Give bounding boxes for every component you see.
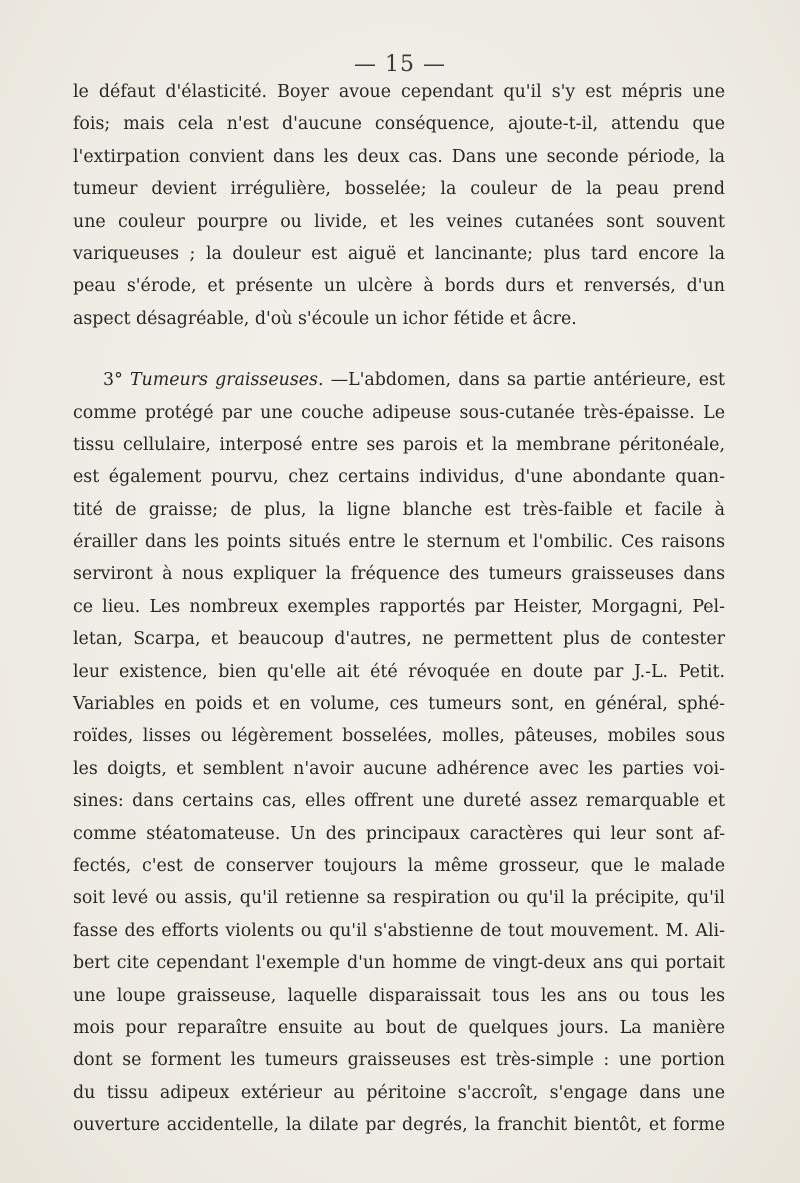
text-line: soit levé ou assis, qu'il retienne sa respiration ou qu'il la précipite, qu'il [73, 888, 725, 909]
section-heading: Tumeurs graisseuses. [129, 370, 324, 391]
text-line: peau s'érode, et présente un ulcère à bords durs et renversés, d'un [73, 276, 725, 297]
text-line: letan, Scarpa, et beaucoup d'autres, ne permettent plus de contester [73, 629, 725, 650]
text-line: tité de graisse; de plus, la ligne blanche est très-faible et facile à [73, 499, 725, 520]
paragraph-1 [73, 76, 725, 335]
text-line: le défaut d'élasticité. Boyer avoue cependant qu'il s'y est mépris une [73, 82, 725, 102]
text-line: comme stéatomateuse. Un des principaux caractères qui leur sont af- [73, 823, 725, 844]
text-line: dont se forment les tumeurs graisseuses est très-simple : une portion [73, 1050, 725, 1071]
text-line: les doigts, et semblent n'avoir aucune adhérence avec les parties voi- [73, 758, 725, 779]
text-line: est également pourvu, chez certains individus, d'une abondante quan- [73, 467, 725, 488]
text-line: bert cite cependant l'exemple d'un homme de vingt-deux ans qui portait [73, 953, 725, 974]
text-line: serviront à nous expliquer la fréquence des tumeurs graisseuses dans [73, 564, 725, 585]
text-line: Variables en poids et en volume, ces tumeurs sont, en général, sphé- [73, 694, 725, 715]
text-line: variqueuses ; la douleur est aiguë et lancinante; plus tard encore la [73, 243, 725, 264]
text-line: tumeur devient irrégulière, bosselée; la couleur de la peau prend [73, 179, 725, 200]
paragraph-2 [73, 364, 725, 1141]
body-text [73, 76, 725, 1142]
text-line: du tissu adipeux extérieur au péritoine s'accroît, s'engage dans une [73, 1082, 725, 1103]
text-line: l'extirpation convient dans les deux cas. Dans une seconde période, la [73, 146, 725, 167]
text-line: ce lieu. Les nombreux exemples rapportés par Heister, Morgagni, Pel- [73, 596, 725, 617]
text-line: fasse des efforts violents ou qu'il s'abstienne de tout mouvement. M. Ali- [73, 920, 725, 941]
text-line: ouverture accidentelle, la dilate par degrés, la franchit bientôt, et forme [73, 1115, 725, 1136]
text-line: sines: dans certains cas, elles offrent une dureté assez remarquable et [73, 791, 725, 812]
text-line: fectés, c'est de conserver toujours la même grosseur, que le malade [73, 855, 725, 876]
text-line: roïdes, lisses ou légèrement bosselées, molles, pâteuses, mobiles sous [73, 726, 725, 747]
text-line: leur existence, bien qu'elle ait été révoquée en doute par J.-L. Petit. [73, 661, 725, 682]
section-number: 3° [103, 370, 123, 391]
text-line: fois; mais cela n'est d'aucune conséquence, ajoute-t-il, attendu que [73, 114, 725, 135]
text-line: une couleur pourpre ou livide, et les veines cutanées sont souvent [73, 211, 725, 232]
text-line: aspect désagréable, d'où s'écoule un ichor fétide et âcre. [73, 308, 577, 329]
paragraph-gap [73, 335, 725, 364]
text-fragment: —L'abdomen, dans sa partie antérieure, est [330, 370, 725, 391]
text-line: une loupe graisseuse, laquelle disparaissait tous les ans ou tous les [73, 985, 725, 1006]
text-line: érailler dans les points situés entre le sternum et l'ombilic. Ces raisons [73, 532, 725, 553]
text-line: mois pour reparaître ensuite au bout de quelques jours. La manière [73, 1017, 725, 1038]
text-line: tissu cellulaire, interposé entre ses parois et la membrane péritonéale, [73, 434, 725, 455]
text-line: comme protégé par une couche adipeuse sous-cutanée très-épaisse. Le [73, 402, 725, 423]
page-number: — 15 — [354, 52, 446, 77]
section-heading-line [73, 364, 725, 396]
